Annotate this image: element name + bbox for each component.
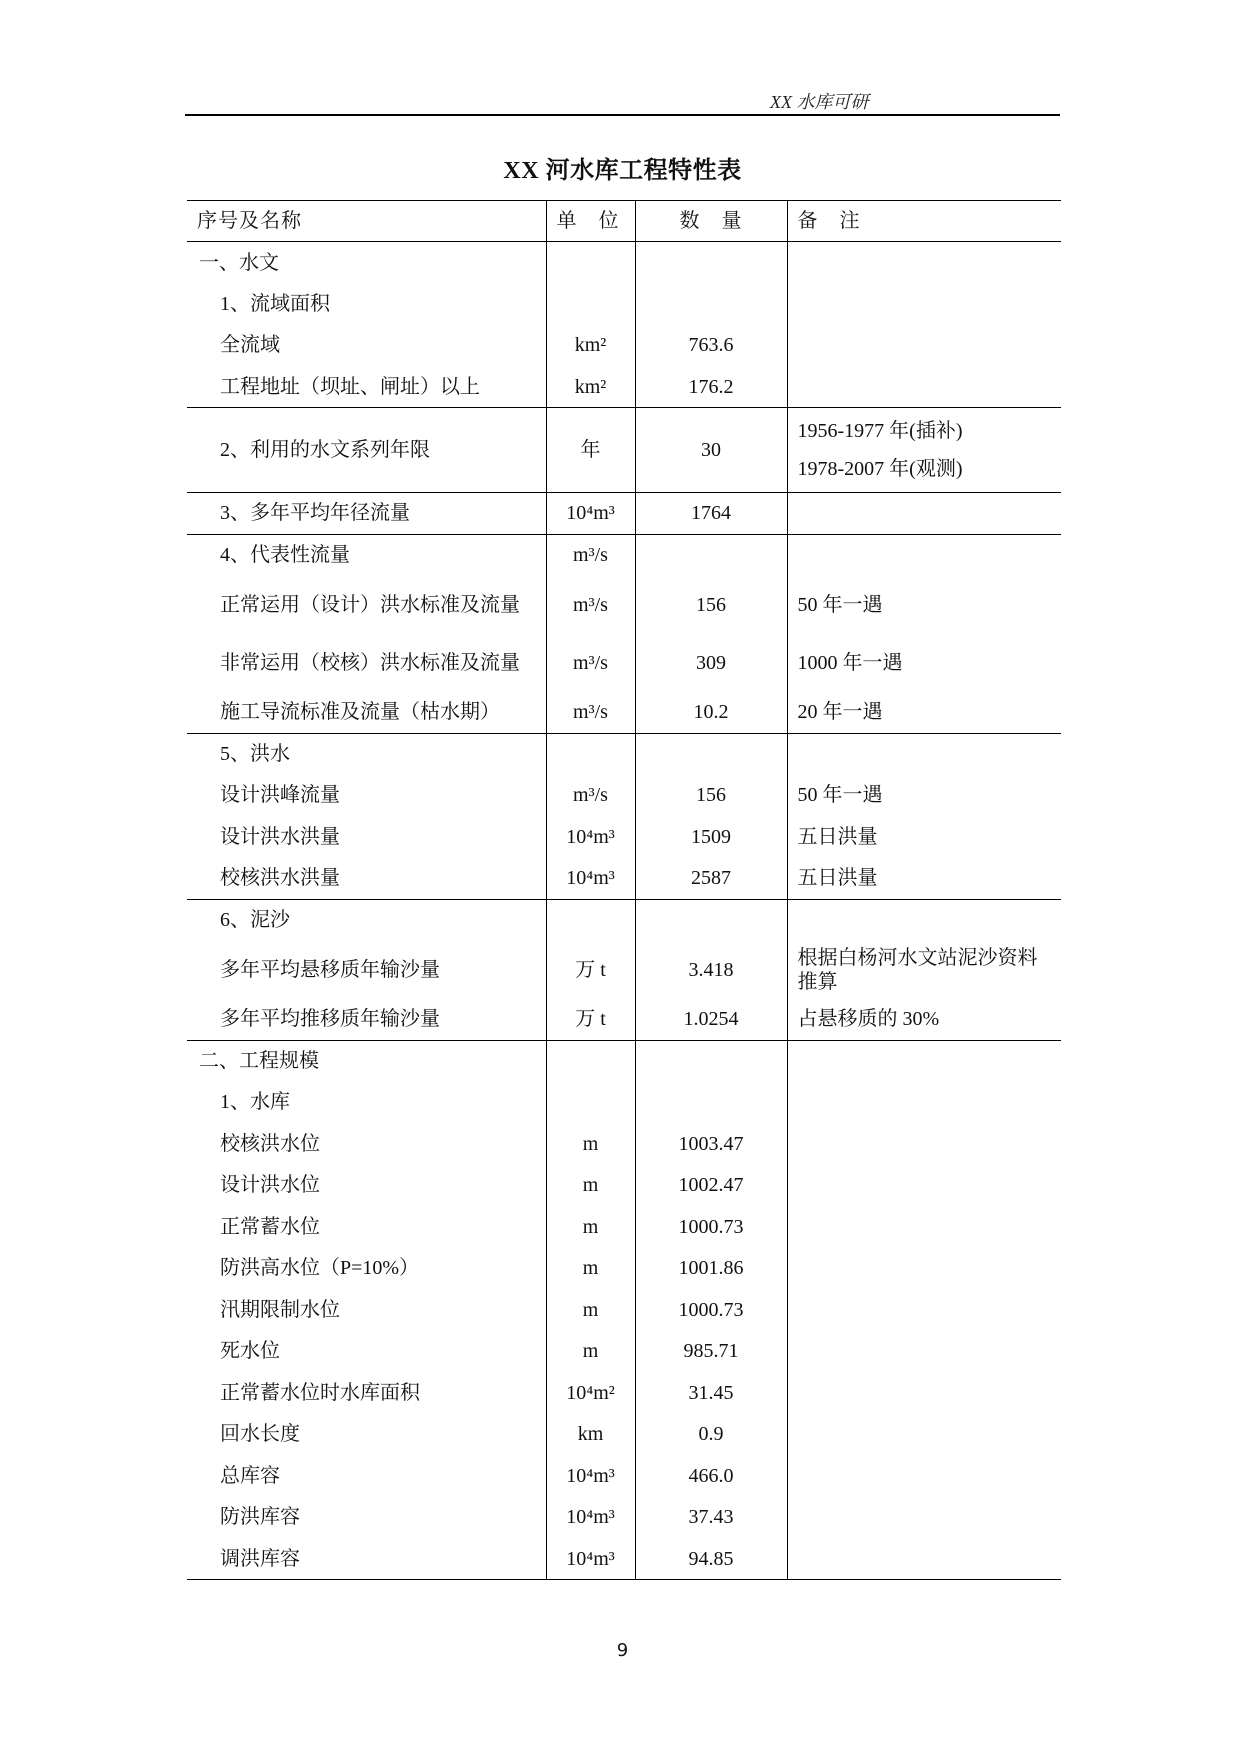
table-row [187,283,1061,325]
row-remark: 20 年一遇 [787,692,1061,734]
row-unit: km [546,1414,635,1456]
row-value: 1000.73 [635,1206,787,1248]
row-unit: 万 t [546,941,635,999]
row-name: 调洪库容 [187,1538,546,1580]
row-value: 156 [635,576,787,634]
header-rule [185,114,1060,116]
table-row [187,816,1061,858]
table-row [187,692,1061,734]
row-remark [787,534,1061,576]
table-row [187,775,1061,817]
row-value: 2587 [635,858,787,900]
row-remark: 根据白杨河水文站泥沙资料推算 [787,941,1061,999]
row-remark: 50 年一遇 [787,775,1061,817]
row-unit: 年 [546,408,635,493]
row-value: 1.0254 [635,999,787,1041]
row-name: 1、流域面积 [187,283,546,325]
row-name: 正常蓄水位时水库面积 [187,1372,546,1414]
row-value [635,1082,787,1124]
row-remark: 50 年一遇 [787,576,1061,634]
table-row [187,1165,1061,1207]
row-remark [787,1455,1061,1497]
row-unit [546,242,635,284]
table-row [187,1497,1061,1539]
row-value: 1001.86 [635,1248,787,1290]
row-remark [787,1165,1061,1207]
row-name: 工程地址（坝址、闸址）以上 [187,366,546,408]
row-name: 多年平均悬移质年输沙量 [187,941,546,999]
row-remark [787,1372,1061,1414]
table-row [187,1372,1061,1414]
row-value [635,534,787,576]
table-row [187,1455,1061,1497]
row-name: 一、水文 [187,242,546,284]
row-remark [787,325,1061,367]
row-name: 回水长度 [187,1414,546,1456]
running-header: XX 水库可研 [770,92,869,112]
row-unit: 10⁴m³ [546,1497,635,1539]
table-row [187,493,1061,535]
row-name: 施工导流标准及流量（枯水期） [187,692,546,734]
page-number: 9 [616,1640,629,1661]
row-value: 985.71 [635,1331,787,1373]
table-row [187,325,1061,367]
row-remark: 五日洪量 [787,816,1061,858]
row-unit: m³/s [546,534,635,576]
row-value: 1003.47 [635,1123,787,1165]
row-name: 2、利用的水文系列年限 [187,408,546,493]
table-row [187,1206,1061,1248]
table-row [187,1289,1061,1331]
row-value: 156 [635,775,787,817]
row-value: 309 [635,634,787,692]
row-value: 10.2 [635,692,787,734]
row-unit: m [546,1206,635,1248]
table-row [187,1538,1061,1580]
row-name: 汛期限制水位 [187,1289,546,1331]
row-remark [787,1206,1061,1248]
row-unit: m [546,1331,635,1373]
row-value: 1000.73 [635,1289,787,1331]
row-name: 校核洪水位 [187,1123,546,1165]
table-row [187,634,1061,692]
row-remark [787,1289,1061,1331]
row-unit: 万 t [546,999,635,1041]
row-value: 763.6 [635,325,787,367]
row-remark [787,1538,1061,1580]
row-value: 0.9 [635,1414,787,1456]
row-remark [787,493,1061,535]
row-name: 设计洪峰流量 [187,775,546,817]
table-row [187,534,1061,576]
table-row [187,733,1061,775]
row-name: 正常蓄水位 [187,1206,546,1248]
row-unit [546,1082,635,1124]
row-name: 设计洪水位 [187,1165,546,1207]
row-value: 3.418 [635,941,787,999]
row-remark [787,899,1061,941]
row-remark [787,1082,1061,1124]
row-name: 1、水库 [187,1082,546,1124]
row-name: 正常运用（设计）洪水标准及流量 [187,576,546,634]
table-header-row [187,201,1061,242]
row-unit [546,283,635,325]
table-row [187,1082,1061,1124]
row-name: 防洪库容 [187,1497,546,1539]
row-unit: m [546,1165,635,1207]
row-value [635,899,787,941]
row-value: 94.85 [635,1538,787,1580]
row-name: 6、泥沙 [187,899,546,941]
characteristics-table [187,200,1061,1580]
row-name: 设计洪水洪量 [187,816,546,858]
row-remark [787,1248,1061,1290]
row-name: 多年平均推移质年输沙量 [187,999,546,1041]
row-remark [787,1497,1061,1539]
table-row [187,899,1061,941]
row-value: 466.0 [635,1455,787,1497]
row-unit: km² [546,325,635,367]
row-remark [787,366,1061,408]
row-remark: 1000 年一遇 [787,634,1061,692]
table-row [187,1123,1061,1165]
row-value [635,733,787,775]
column-header-remark: 备 注 [787,201,1061,242]
table-row [187,242,1061,284]
table-row [187,1040,1061,1082]
table-row [187,576,1061,634]
row-unit [546,899,635,941]
table-row [187,1248,1061,1290]
row-remark [787,1040,1061,1082]
row-unit [546,1040,635,1082]
column-header-unit: 单 位 [546,201,635,242]
row-unit: m [546,1289,635,1331]
row-unit: 10⁴m³ [546,1538,635,1580]
table-row [187,941,1061,999]
table-row [187,1331,1061,1373]
row-unit: m³/s [546,634,635,692]
row-value [635,242,787,284]
row-remark-line: 1956-1977 年(插补) [797,420,963,442]
row-remark [787,1331,1061,1373]
column-header-value: 数 量 [635,201,787,242]
row-name: 总库容 [187,1455,546,1497]
row-unit: 10⁴m² [546,1372,635,1414]
row-name: 二、工程规模 [187,1040,546,1082]
table-row [187,1414,1061,1456]
column-header-name: 序号及名称 [187,201,546,242]
row-value: 37.43 [635,1497,787,1539]
table-row [187,999,1061,1041]
row-unit: m³/s [546,576,635,634]
row-name: 防洪高水位（P=10%） [187,1248,546,1290]
row-unit: 10⁴m³ [546,1455,635,1497]
row-value [635,1040,787,1082]
row-remark [787,408,1061,493]
row-name: 校核洪水洪量 [187,858,546,900]
row-unit: km² [546,366,635,408]
row-name: 4、代表性流量 [187,534,546,576]
row-remark: 占悬移质的 30% [787,999,1061,1041]
row-name: 全流域 [187,325,546,367]
row-unit: m³/s [546,775,635,817]
row-value: 31.45 [635,1372,787,1414]
row-remark: 五日洪量 [787,858,1061,900]
row-remark [787,283,1061,325]
row-value: 1509 [635,816,787,858]
row-name: 5、洪水 [187,733,546,775]
row-value: 1002.47 [635,1165,787,1207]
row-value: 1764 [635,493,787,535]
table-row [187,366,1061,408]
row-name: 死水位 [187,1331,546,1373]
row-unit: 10⁴m³ [546,816,635,858]
row-unit: m [546,1248,635,1290]
row-value: 176.2 [635,366,787,408]
row-remark-line: 1978-2007 年(观测) [797,458,963,480]
row-name: 非常运用（校核）洪水标准及流量 [187,634,546,692]
table-row [187,858,1061,900]
table-body [187,242,1061,1580]
row-unit [546,733,635,775]
row-unit: m³/s [546,692,635,734]
row-unit: 10⁴m³ [546,858,635,900]
row-value: 30 [635,408,787,493]
row-remark [787,1123,1061,1165]
table-row [187,408,1061,493]
row-remark [787,1414,1061,1456]
row-name: 3、多年平均年径流量 [187,493,546,535]
row-remark [787,733,1061,775]
row-unit: 10⁴m³ [546,493,635,535]
document-title: XX 河水库工程特性表 [503,158,742,184]
row-value [635,283,787,325]
row-remark [787,242,1061,284]
row-unit: m [546,1123,635,1165]
